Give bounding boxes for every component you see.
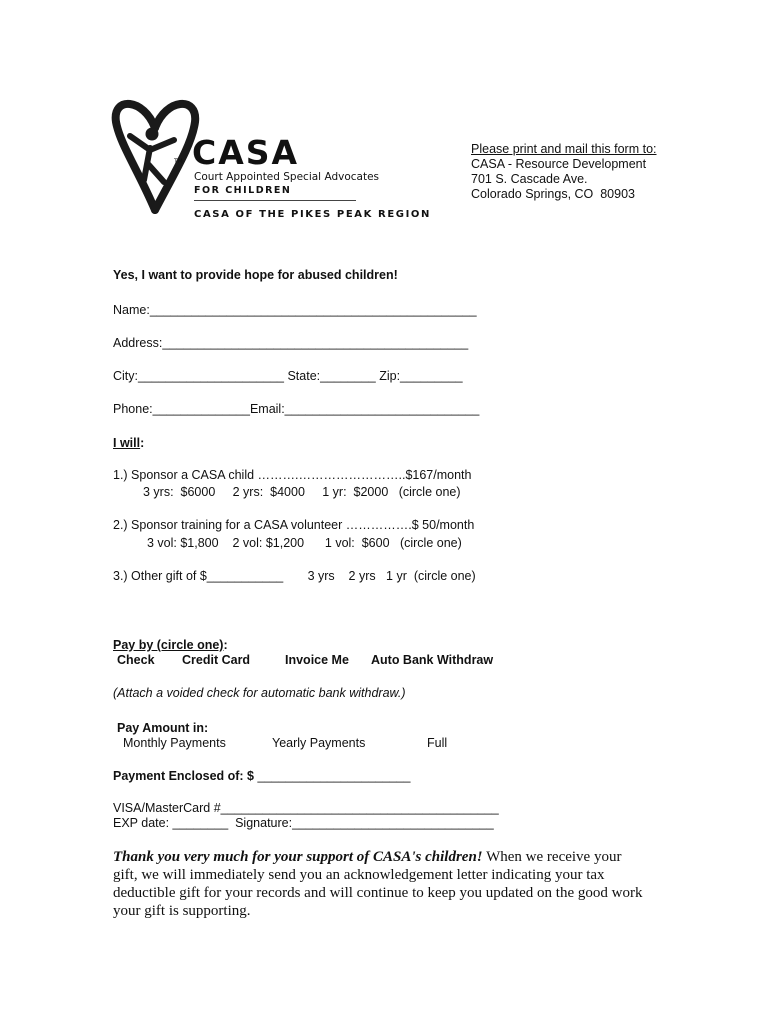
pay-amount-full[interactable]: Full (427, 736, 448, 750)
logo-trademark: TM (174, 158, 183, 165)
logo-casa-wordmark: CASA (192, 133, 300, 172)
pay-option-credit-card[interactable]: Credit Card (182, 653, 251, 667)
closing-line-4: your gift is supporting. (113, 903, 251, 919)
voided-check-note: (Attach a voided check for automatic bank withdraw.) (113, 686, 406, 700)
casa-logo (108, 92, 431, 227)
pay-amount-yearly[interactable]: Yearly Payments (272, 736, 366, 750)
closing-line-1 (113, 848, 621, 866)
pay-option-invoice-me[interactable]: Invoice Me (285, 653, 349, 667)
logo-divider (194, 200, 356, 201)
logo-region: CASA OF THE PIKES PEAK REGION (194, 209, 431, 220)
city-state-zip-field[interactable]: City:_____________________ State:________ Zip:_________ (113, 369, 463, 383)
pay-by-label: Pay by (circle one) (113, 638, 224, 652)
logo-subtitle-1: Court Appointed Special Advocates (194, 171, 379, 183)
option-1-terms[interactable]: 3 yrs: $6000 2 yrs: $4000 1 yr: $2000 (circle one) (143, 485, 461, 499)
closing-line-2: gift, we will immediately send you an acknowledgement letter indicating your tax (113, 867, 605, 883)
form-headline: Yes, I want to provide hope for abused children! (113, 268, 398, 282)
pay-by-heading (113, 638, 228, 653)
phone-email-field[interactable]: Phone:______________Email:____________________________ (113, 402, 480, 416)
payment-enclosed-blank[interactable]: ______________________ (257, 769, 411, 783)
heart-figure-icon (108, 92, 203, 217)
mail-to-line2: 701 S. Cascade Ave. (471, 172, 588, 186)
option-2-terms[interactable]: 3 vol: $1,800 2 vol: $1,200 1 vol: $600 (circle one) (147, 536, 462, 550)
exp-signature-field[interactable]: EXP date: ________ Signature:_____________________________ (113, 816, 494, 830)
pay-by-colon: : (223, 638, 228, 652)
closing-line-1-rest: When we receive your (482, 849, 622, 865)
mail-to-heading: Please print and mail this form to: (471, 142, 657, 156)
card-number-field[interactable]: VISA/MasterCard #________________________________________ (113, 801, 499, 815)
mail-to-line1: CASA - Resource Development (471, 157, 647, 171)
payment-enclosed-label: Payment Enclosed of: $ (113, 769, 255, 783)
i-will-heading (113, 436, 144, 451)
address-field[interactable]: Address:____________________________________________ (113, 336, 469, 350)
option-3-other-gift[interactable]: 3.) Other gift of $___________ 3 yrs 2 yrs 1 yr (circle one) (113, 569, 476, 583)
closing-thank-you: Thank you very much for your support of CASA's children! (113, 849, 483, 865)
pay-option-check[interactable]: Check (117, 653, 155, 667)
payment-enclosed-field[interactable] (113, 769, 410, 784)
mail-to-line3: Colorado Springs, CO 80903 (471, 187, 635, 201)
option-2-sponsor-training[interactable]: 2.) Sponsor training for a CASA volunteer …………….$ 50/month (113, 518, 475, 532)
pay-option-auto-bank-withdraw[interactable]: Auto Bank Withdraw (371, 653, 494, 667)
pay-amount-heading: Pay Amount in: (117, 721, 209, 735)
logo-subtitle-2: FOR CHILDREN (194, 185, 292, 196)
name-field[interactable]: Name:_______________________________________________ (113, 303, 477, 317)
closing-line-3: deductible gift for your records and will continue to keep you updated on the good work (113, 885, 643, 901)
pay-amount-monthly[interactable]: Monthly Payments (123, 736, 226, 750)
option-1-sponsor-child[interactable]: 1.) Sponsor a CASA child ……….……………………..$167/month (113, 468, 472, 482)
i-will-colon: : (140, 436, 145, 450)
i-will-label: I will (113, 436, 141, 450)
